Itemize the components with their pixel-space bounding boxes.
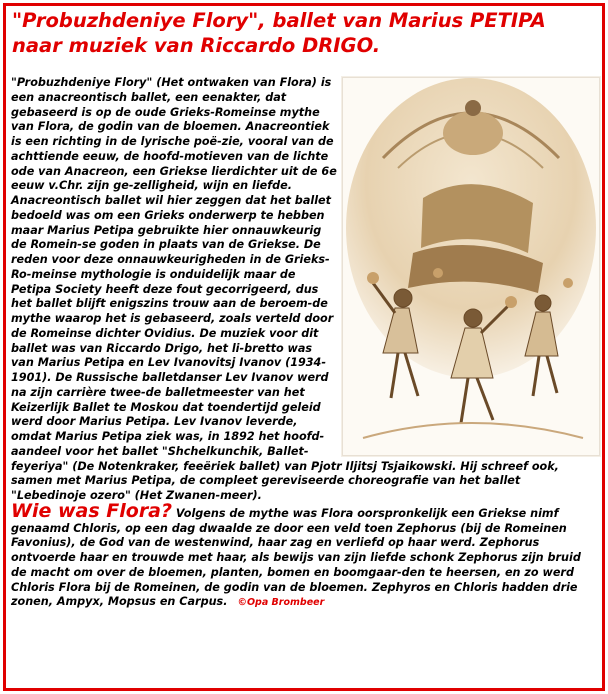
page-frame (3, 3, 605, 691)
title-line-1: "Probuzhdeniye Flory", ballet van Marius PETIPA (12, 9, 546, 32)
flora-heading: Wie was Flora? (11, 499, 173, 522)
article-paragraph: "Probuzhdeniye Flory" (Het ontwaken van Flora) is een anacreontisch ballet, een eenakter, dat gebaseerd is op de oude Grieks-Romeinse mythe van Flora, de godin van de bloemen. Anacreontiek is een richting in de lyrische poë-zie, vooral van de achttiende eeuw, de hoofd-motieven van de lichte ode van Anacreon, een Griekse lierdichter uit de 6e eeuw v.Chr. zijn ge-zelligheid, wijn en liefde. Anacreontisch ballet wil hier zeggen dat het ballet bedoeld was om een Grieks onderwerp te hebben maar Marius Petipa gebruikte hier onnauwkeurig de Romein-se goden in plaats van de Griekse. De reden voor deze onnauwkeurigheden in de Grieks-Ro-meinse mythologie is onduidelijk maar de Petipa Society heeft deze fout gecorrigeerd, dus het ballet blijft enigszins trouw aan de beroem-de mythe waarop het is gebaseerd, zoals verteld door de Romeinse dichter Ovidius. De muziek voor dit ballet was van Riccardo Drigo, het li-bretto was van Marius Petipa en Lev Ivanovitsj Ivanov (1934-1901). De Russische balletdanser Lev Ivanov werd na zijn carrière twee-de balletmeester van het Keizerlijk Ballet te Moskou dat toendertijd geleid werd door Marius Petipa. Lev Ivanov leverde, omdat Marius Petipa ziek was, in 1892 het hoofd-aandeel voor het ballet "Shchelkunchik, Ballet-feyeriya" (De Notenkraker, feeëriek ballet) van Pjotr Iljitsj Tsjaikowski. Hij schreef ook, samen met Marius Petipa, de compleet gereviseerde choreografie van het ballet "Lebedinoje ozero" (Het Zwanen-meer). (11, 76, 559, 502)
flora-paragraph: Volgens de mythe was Flora oorspronkelijk een Griekse nimf genaamd Chloris, op een dag dwaalde ze door een veld toen Zephorus (bij de Romeinen Favonius), de God van de westenwind, haar zag en verliefd op haar werd. Zephorus ontvoerde haar en trouwde met haar, als bewijs van zijn liefde schonk Zephorus zijn bruid de macht om over de bloemen, planten, bomen en boomgaar-den te heersen, en zo werd Chloris Flora bij de Romeinen, de godin van de bloemen. Zephyros en Chloris hadden drie zonen, Ampyx, Mopsus en Carpus. (11, 506, 581, 609)
illustration-spacer (337, 76, 599, 456)
title-line-2: naar muziek van Riccardo DRIGO. (12, 34, 381, 57)
copyright-label: ©Opa Brombeer (237, 597, 325, 609)
page-title (12, 8, 602, 58)
article-body (11, 76, 599, 611)
